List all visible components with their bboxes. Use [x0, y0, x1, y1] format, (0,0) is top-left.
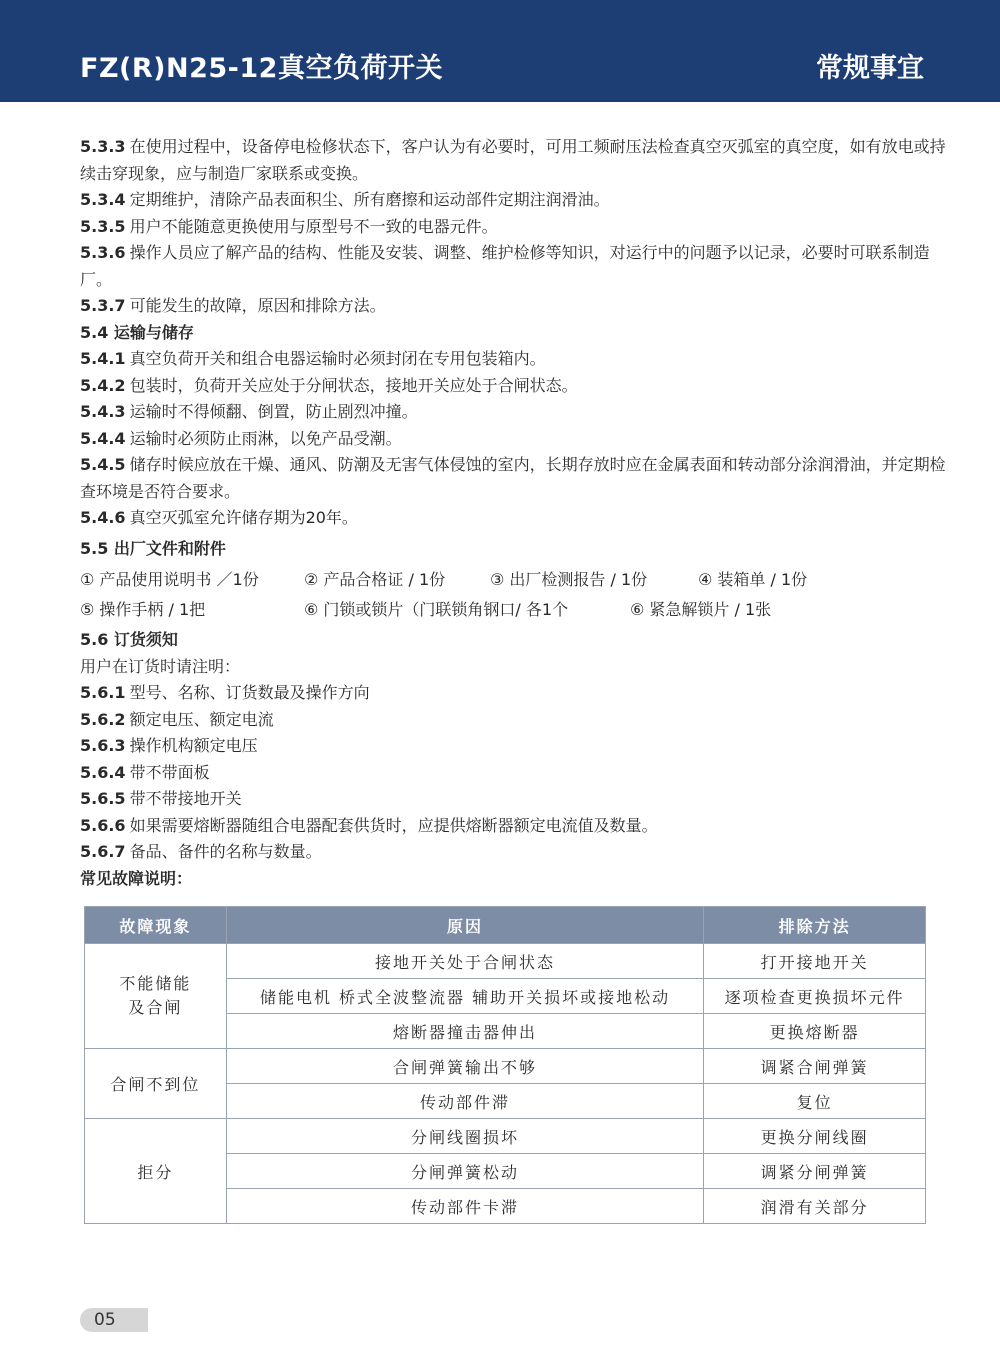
- table-row: [85, 1119, 926, 1154]
- fix-cell: 调紧分闸弹簧: [704, 1154, 926, 1189]
- paragraph: [80, 813, 946, 840]
- fault-table: [84, 906, 926, 1224]
- table-caption: 常见故障说明：: [80, 868, 193, 888]
- table-row: [85, 1049, 926, 1084]
- paragraph: [80, 733, 946, 760]
- paragraph: [80, 452, 946, 505]
- clause-text: 操作人员应了解产品的结构、性能及安装、调整、维护检修等知识，对运行中的问题予以记录，必要时可联系制造厂。: [80, 243, 930, 289]
- fix-cell: 更换分闸线圈: [704, 1119, 926, 1154]
- clause-number: 5.3.6: [80, 243, 126, 262]
- paragraph: [80, 187, 946, 214]
- document-item: ③ 出厂检测报告 / 1份: [490, 570, 648, 589]
- clause-number: 5.4.1: [80, 349, 126, 368]
- column-header-symptom: 故障现象: [85, 907, 227, 944]
- paragraph: [80, 214, 946, 241]
- clause-number: 5.6.3: [80, 736, 126, 755]
- section-heading-5-5: 5.5 出厂文件和附件: [80, 538, 226, 558]
- page-header: [0, 0, 1000, 102]
- cause-cell: 熔断器撞击器伸出: [226, 1014, 703, 1049]
- page-number: 05: [80, 1308, 148, 1332]
- clause-text: 在使用过程中，设备停电检修状态下，客户认为有必要时，可用工频耐压法检查真空灭弧室的真空度，如有放电或持续击穿现象，应与制造厂家联系或变换。: [80, 137, 946, 183]
- symptom-cell: 不能储能 及合闸: [85, 944, 227, 1049]
- fix-cell: 复位: [704, 1084, 926, 1119]
- document-list: [80, 565, 946, 625]
- document-item: ⑤ 操作手柄 / 1把: [80, 600, 206, 619]
- paragraph: [80, 680, 946, 707]
- clause-number: 5.3.4: [80, 190, 126, 209]
- fix-cell: 润滑有关部分: [704, 1189, 926, 1224]
- document-item: ④ 装箱单 / 1份: [698, 570, 808, 589]
- clause-text: 真空灭弧室允许储存期为20年。: [129, 508, 358, 527]
- paragraph: [80, 426, 946, 453]
- cause-cell: 分闸线圈损坏: [226, 1119, 703, 1154]
- clause-text: 真空负荷开关和组合电器运输时必须封闭在专用包装箱内。: [129, 349, 546, 368]
- clause-number: 5.6.1: [80, 683, 126, 702]
- column-header-cause: 原因: [226, 907, 703, 944]
- cause-cell: 合闸弹簧输出不够: [226, 1049, 703, 1084]
- paragraph: [80, 373, 946, 400]
- clause-text: 操作机构额定电压: [129, 736, 258, 755]
- clause-text: 额定电压、额定电流: [129, 709, 274, 729]
- document-item: ⑥ 门锁或锁片（门联锁角钢口/ 各1个: [304, 600, 569, 619]
- symptom-cell: 合闸不到位: [85, 1049, 227, 1119]
- fix-cell: 逐项检查更换损坏元件: [704, 979, 926, 1014]
- cause-cell: 储能电机 桥式全波整流器 辅助开关损坏或接地松动: [226, 979, 703, 1014]
- clause-number: 5.4.6: [80, 508, 126, 527]
- order-intro: 用户在订货时请注明：: [80, 656, 241, 676]
- cause-cell: 传动部件卡滞: [226, 1189, 703, 1224]
- clause-text: 型号、名称、订货数最及操作方向: [129, 683, 370, 702]
- paragraph: [80, 760, 946, 787]
- clause-number: 5.6.4: [80, 762, 126, 782]
- section-heading-5-4: 5.4 运输与储存: [80, 322, 194, 342]
- clause-number: 5.6.2: [80, 709, 126, 729]
- clause-number: 5.4.4: [80, 428, 126, 448]
- clause-text: 备品、备件的名称与数量。: [129, 842, 322, 861]
- document-item: ⑥ 紧急解锁片 / 1张: [630, 600, 772, 619]
- column-header-fix: 排除方法: [704, 907, 926, 944]
- document-item: ① 产品使用说明书 ／1份: [80, 570, 259, 589]
- paragraph: [80, 707, 946, 734]
- clause-text: 如果需要熔断器随组合电器配套供货时，应提供熔断器额定电流值及数量。: [129, 815, 658, 835]
- clause-number: 5.3.7: [80, 296, 126, 315]
- clause-text: 储存时候应放在干燥、通风、防潮及无害气体侵蚀的室内，长期存放时应在金属表面和转动部分涂润滑油，并定期检查环境是否符合要求。: [80, 455, 946, 501]
- clause-text: 运输时不得倾翻、倒置，防止剧烈冲撞。: [129, 402, 418, 421]
- table-header-row: [85, 907, 926, 944]
- paragraph: [80, 839, 946, 866]
- clause-number: 5.6.5: [80, 789, 126, 808]
- document-item: ② 产品合格证 / 1份: [304, 570, 446, 589]
- section-title: 常规事宜: [816, 53, 924, 84]
- clause-text: 用户不能随意更换使用与原型号不一致的电器元件。: [129, 216, 498, 236]
- clause-number: 5.3.5: [80, 216, 126, 236]
- fix-cell: 打开接地开关: [704, 944, 926, 979]
- fix-cell: 更换熔断器: [704, 1014, 926, 1049]
- paragraph: [80, 505, 946, 532]
- clause-text: 带不带面板: [129, 762, 210, 782]
- paragraph: [80, 399, 946, 426]
- clause-number: 5.6.7: [80, 842, 126, 861]
- clause-number: 5.4.5: [80, 455, 126, 474]
- paragraph: [80, 786, 946, 813]
- clause-number: 5.4.2: [80, 375, 126, 395]
- clause-text: 可能发生的故障，原因和排除方法。: [129, 296, 386, 315]
- paragraph: [80, 240, 946, 293]
- paragraph: [80, 293, 946, 320]
- clause-text: 包装时，负荷开关应处于分闸状态，接地开关应处于合闸状态。: [129, 375, 578, 395]
- clause-text: 定期维护，清除产品表面积尘、所有磨擦和运动部件定期注润滑油。: [129, 190, 610, 209]
- symptom-cell: 拒分: [85, 1119, 227, 1224]
- paragraph: [80, 134, 946, 187]
- main-content: [80, 134, 946, 892]
- cause-cell: 接地开关处于合闸状态: [226, 944, 703, 979]
- table-row: [85, 944, 926, 979]
- cause-cell: 分闸弹簧松动: [226, 1154, 703, 1189]
- section-heading-5-6: 5.6 订货须知: [80, 630, 178, 649]
- clause-number: 5.6.6: [80, 815, 126, 835]
- cause-cell: 传动部件滞: [226, 1084, 703, 1119]
- paragraph: [80, 346, 946, 373]
- clause-number: 5.3.3: [80, 137, 126, 156]
- clause-number: 5.4.3: [80, 402, 126, 421]
- fix-cell: 调紧合闸弹簧: [704, 1049, 926, 1084]
- clause-text: 带不带接地开关: [129, 789, 242, 808]
- product-title: FZ(R)N25-12真空负荷开关: [80, 53, 443, 84]
- clause-text: 运输时必须防止雨淋，以免产品受潮。: [129, 428, 402, 448]
